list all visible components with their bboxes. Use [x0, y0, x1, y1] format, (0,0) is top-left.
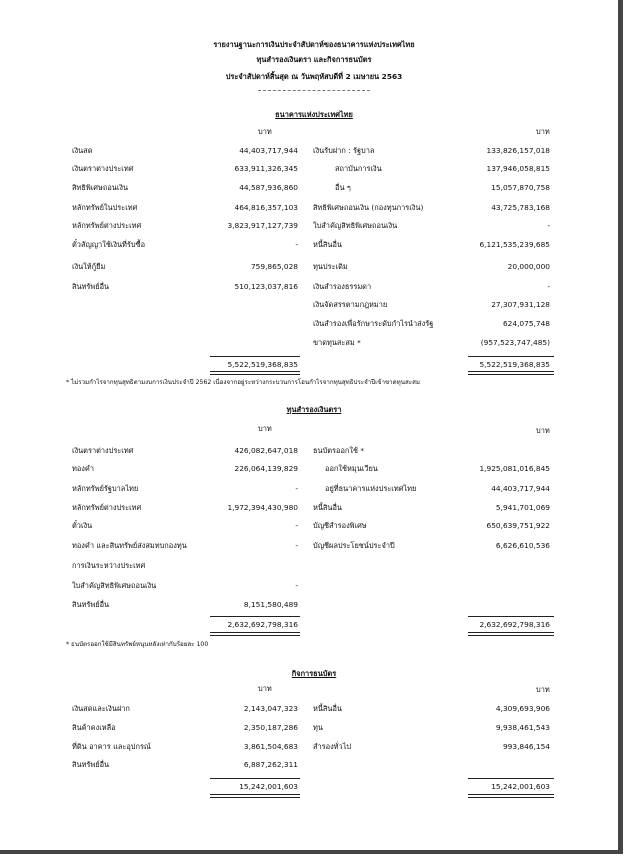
report-period: ประจำสัปดาห์สิ้นสุด ณ วันพฤหัสบดีที่ 2 เมษายน 2563 [225, 72, 403, 81]
report-title: รายงานฐานะการเงินประจำสัปดาห์ของธนาคารแห่งประเทศไทย [213, 40, 415, 49]
row-label: หลักทรัพย์ในประเทศ [72, 203, 138, 212]
bot-total-liabilities: 5,522,519,368,835 [479, 360, 550, 369]
row-value: 993,846,154 [502, 742, 550, 751]
row-label: ทุน [313, 723, 323, 732]
row-value: 650,639,751,922 [486, 521, 550, 530]
row-label: หนี้สินอื่น [313, 240, 342, 249]
row-label: สิทธิพิเศษถอนเงิน [72, 183, 129, 192]
row-value: 1,925,081,016,845 [479, 464, 550, 473]
row-value: 27,307,931,128 [491, 300, 550, 309]
row-label: ทองคำ และสินทรัพย์ส่งสมทบกองทุน [72, 541, 187, 550]
row-label: เงินสด [72, 146, 93, 155]
reserve-footnote: * ธนบัตรออกใช้มีสินทรัพย์หนุนหลังเท่ากับร้อยละ 100 [66, 641, 209, 648]
unit-label-right: บาท [536, 685, 550, 694]
bot-subtotal-rule-right [468, 356, 554, 357]
row-value: - [295, 240, 298, 249]
row-value: 44,403,717,944 [239, 146, 298, 155]
row-label: หนี้สินอื่น [313, 704, 342, 713]
row-label: หลักทรัพย์รัฐบาลไทย [72, 484, 139, 493]
row-value: 20,000,000 [507, 262, 550, 271]
row-value: - [295, 484, 298, 493]
row-value: 137,946,058,815 [486, 164, 550, 173]
unit-label-left: บาท [258, 127, 272, 136]
reserve-total-assets: 2,632,692,798,316 [227, 620, 298, 629]
banknote-subtotal-rule-right [468, 778, 554, 779]
row-label: ตั๋วเงิน [72, 521, 93, 530]
bot-total-assets: 5,522,519,368,835 [227, 360, 298, 369]
row-value: 2,143,047,323 [243, 704, 298, 713]
row-value: 226,064,139,829 [234, 464, 298, 473]
row-value: 4,309,693,906 [495, 704, 550, 713]
row-value: 426,082,647,018 [234, 446, 298, 455]
row-label: ธนบัตรออกใช้ * [313, 446, 365, 455]
reserve-subtotal-rule-left [210, 616, 300, 617]
row-label: บัญชีสำรองพิเศษ [313, 521, 367, 530]
row-value: - [295, 521, 298, 530]
row-value: 15,057,870,758 [491, 183, 550, 192]
row-value: 2,350,187,286 [243, 723, 298, 732]
row-value: 510,123,037,816 [234, 282, 298, 291]
section-title-banknote: กิจการธนบัตร [291, 669, 337, 678]
banknote-total-rule-right [468, 794, 554, 798]
row-label: เงินตราต่างประเทศ [72, 446, 134, 455]
row-value: 44,587,936,860 [239, 183, 298, 192]
row-label: หลักทรัพย์ต่างประเทศ [72, 221, 142, 230]
row-label: ใบสำคัญสิทธิพิเศษถอนเงิน [313, 221, 398, 230]
row-label: เงินสำรองเพื่อรักษาระดับกำไรนำส่งรัฐ [313, 319, 434, 328]
row-label: ทองคำ [72, 464, 95, 473]
bot-total-rule-right [468, 371, 554, 375]
row-value: 6,887,262,311 [243, 760, 298, 769]
unit-label-right: บาท [536, 426, 550, 435]
bot-total-rule-left [210, 371, 300, 375]
row-label: สินทรัพย์อื่น [72, 282, 110, 291]
banknote-total-assets: 15,242,001,603 [239, 782, 298, 791]
bot-footnote: * ไม่รวมกำไรจากทุนสุทธิตามงบการเงินประจำปี 2562 เนื่องจากอยู่ระหว่างกระบวนการโอนกำไรจากทุนสุทธิประจำปีเข้าขาดทุนสะสม [66, 379, 420, 386]
row-label: ออกใช้หมุนเวียน [325, 464, 378, 473]
row-value: 624,075,748 [502, 319, 550, 328]
row-value: 8,151,580,489 [243, 600, 298, 609]
bot-subtotal-rule-left [210, 356, 300, 357]
reserve-total-rule-right [468, 632, 554, 636]
section-title-bot: ธนาคารแห่งประเทศไทย [275, 110, 353, 119]
row-value: 464,816,357,103 [234, 203, 298, 212]
section-title-reserve: ทุนสำรองเงินตรา [286, 405, 342, 414]
header-divider [258, 90, 370, 91]
row-value: (957,523,747,485) [480, 338, 550, 347]
row-label: ที่ดิน อาคาร และอุปกรณ์ [72, 742, 151, 751]
row-label: สถาบันการเงิน [335, 164, 382, 173]
row-value: - [547, 221, 550, 230]
unit-label-left: บาท [258, 424, 272, 433]
row-value: 633,911,326,345 [234, 164, 298, 173]
unit-label-right: บาท [536, 127, 550, 136]
row-value: 1,972,394,430,980 [227, 503, 298, 512]
banknote-subtotal-rule-left [210, 778, 300, 779]
row-label: สิทธิพิเศษถอนเงิน (กองทุนการเงิน) [313, 203, 424, 212]
row-label: หนี้สินอื่น [313, 503, 342, 512]
row-label: สำรองทั่วไป [313, 742, 352, 751]
row-value: 44,403,717,944 [491, 484, 550, 493]
row-label: การเงินระหว่างประเทศ [72, 561, 146, 570]
row-value: - [547, 282, 550, 291]
row-label: เงินสดและเงินฝาก [72, 704, 130, 713]
row-value: 5,941,701,069 [495, 503, 550, 512]
unit-label-left: บาท [258, 684, 272, 693]
row-label: เงินรับฝาก : รัฐบาล [313, 146, 375, 155]
row-value: 9,938,461,543 [495, 723, 550, 732]
row-label: อื่น ๆ [335, 183, 351, 192]
row-value: 6,626,610,536 [495, 541, 550, 550]
row-label: สินค้าคงเหลือ [72, 723, 116, 732]
row-label: ทุนประเดิม [313, 262, 348, 271]
row-value: 6,121,535,239,685 [479, 240, 550, 249]
row-label: อยู่ที่ธนาคารแห่งประเทศไทย [325, 484, 417, 493]
row-value: - [295, 581, 298, 590]
row-value: - [295, 541, 298, 550]
row-label: เงินสำรองธรรมดา [313, 282, 372, 291]
row-label: เงินตราต่างประเทศ [72, 164, 134, 173]
reserve-subtotal-rule-right [468, 616, 554, 617]
row-label: ขาดทุนสะสม * [313, 338, 361, 347]
row-label: สินทรัพย์อื่น [72, 600, 110, 609]
row-label: เงินจัดสรรตามกฎหมาย [313, 300, 388, 309]
row-label: หลักทรัพย์ต่างประเทศ [72, 503, 142, 512]
row-value: 759,865,028 [250, 262, 298, 271]
banknote-total-liabilities: 15,242,001,603 [491, 782, 550, 791]
report-subtitle: ทุนสำรองเงินตรา และกิจการธนบัตร [256, 55, 372, 64]
reserve-total-liabilities: 2,632,692,798,316 [479, 620, 550, 629]
row-label: บัญชีผลประโยชน์ประจำปี [313, 541, 395, 550]
row-label: เงินให้กู้ยืม [72, 262, 106, 271]
row-value: 133,826,157,018 [486, 146, 550, 155]
row-label: ตั๋วสัญญาใช้เงินที่รับซื้อ [72, 240, 146, 249]
banknote-total-rule-left [210, 794, 300, 798]
row-label: ใบสำคัญสิทธิพิเศษถอนเงิน [72, 581, 157, 590]
row-value: 43,725,783,168 [491, 203, 550, 212]
row-label: สินทรัพย์อื่น [72, 760, 110, 769]
row-value: 3,823,917,127,739 [227, 221, 298, 230]
row-value: 3,861,504,683 [243, 742, 298, 751]
reserve-total-rule-left [210, 632, 300, 636]
